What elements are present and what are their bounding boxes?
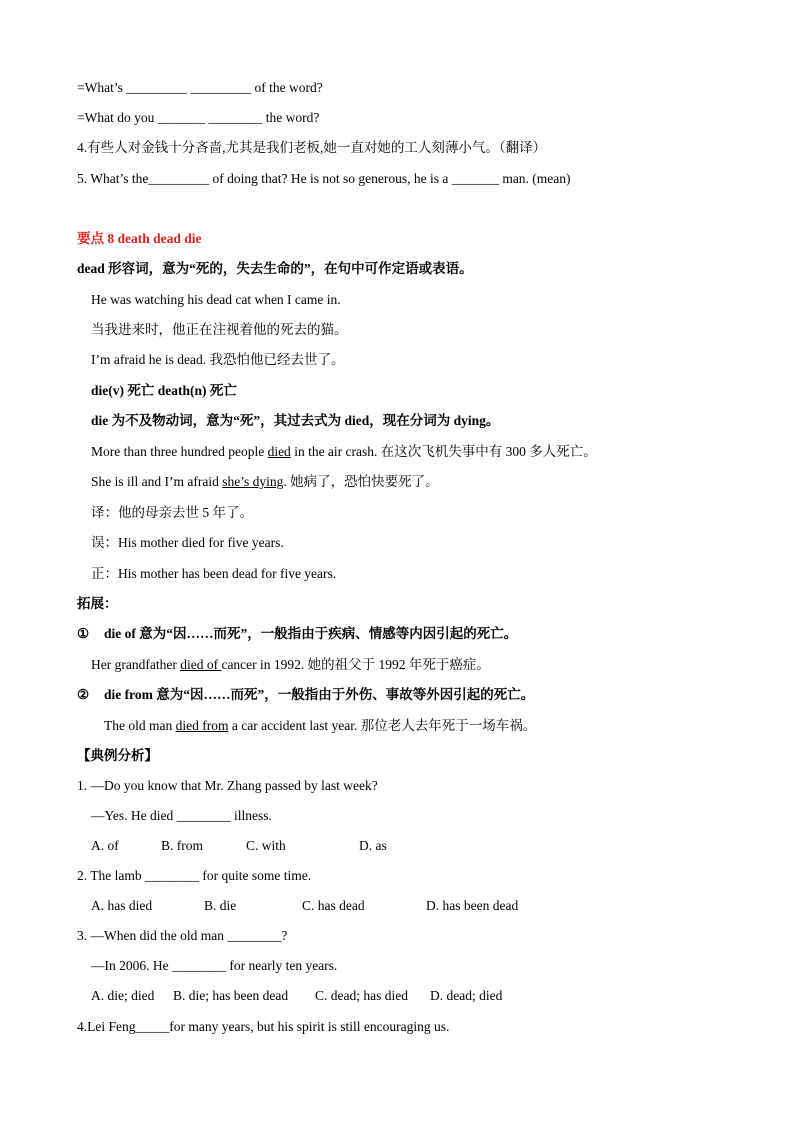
wrong-answer: 误：His mother died for five years. [91,535,284,550]
example-died-of-underlined: died of [180,657,222,672]
example-dying-text-b: . 她病了，恐怕快要死了。 [283,474,439,489]
extension-heading: 拓展： [77,596,118,611]
die-death-note: die(v) 死亡 death(n) 死亡 [91,383,237,398]
section-heading: 要点 8 death dead die [77,231,202,246]
question-1: 1. —Do you know that Mr. Zhang passed by last week? [77,778,378,793]
die-definition: die 为不及物动词，意为“死”，其过去式为 died，现在分词为 dying。 [91,413,500,428]
q2-option-c: C. has dead [302,898,365,913]
example-he-is-dead: I’m afraid he is dead. 我恐怕他已经去世了。 [91,352,345,367]
example-air-crash-text-a: More than three hundred people [91,444,268,459]
q2-option-b: B. die [204,898,237,913]
dead-definition: dead 形容词，意为“死的，失去生命的”，在句中可作定语或表语。 [77,261,473,276]
example-air-crash [91,443,597,461]
point-die-from [77,686,534,704]
question-3-answer-line: —In 2006. He ________ for nearly ten years. [91,958,338,973]
q1-option-a: A. of [91,838,119,853]
example-died-of-text-b: cancer in 1992. 她的祖父于 1992 年死于癌症。 [221,657,490,672]
q1-option-b: B. from [161,838,203,853]
question-3: 3. —When did the old man ________? [77,928,288,943]
examples-heading: 【典例分析】 [77,748,158,763]
example-air-crash-underlined: died [267,444,291,459]
q2-option-d: D. has been dead [426,898,519,913]
line-what-is-meaning: =What’s _________ _________ of the word? [77,80,323,95]
point-2-text: die from 意为“因……而死”，一般指由于外伤、事故等外因引起的死亡。 [104,687,535,702]
line-translation-task: 4.有些人对金钱十分吝啬,尤其是我们老板,她一直对她的工人刻薄小气。（翻译） [77,140,547,155]
point-1-marker: ① [77,626,90,641]
example-died-of-text-a: Her grandfather [91,657,181,672]
example-dead-cat-cn: 当我进来时，他正在注视着他的死去的猫。 [91,322,348,337]
q3-option-c: C. dead; has died [315,988,408,1003]
example-died-from [104,717,536,735]
translation-prompt: 译：他的母亲去世 5 年了。 [91,505,253,520]
question-2: 2. The lamb ________ for quite some time. [77,868,312,883]
example-dying [91,473,439,491]
point-2-marker: ② [77,687,90,702]
example-dying-underlined: she’s dying [222,474,284,489]
question-4: 4.Lei Feng_____for many years, but his spirit is still encouraging us. [77,1019,450,1034]
q3-option-b: B. die; has been dead [173,988,289,1003]
q2-option-a: A. has died [91,898,153,913]
example-died-from-text-b: a car accident last year. 那位老人去年死于一场车祸。 [228,718,537,733]
question-1-answer-line: —Yes. He died ________ illness. [91,808,272,823]
point-1-text: die of 意为“因……而死”，一般指由于疾病、情感等内因引起的死亡。 [104,626,518,641]
point-die-of [77,625,517,643]
q3-option-d: D. dead; died [430,988,503,1003]
example-died-from-underlined: died from [175,718,229,733]
q3-option-a: A. die; died [91,988,155,1003]
example-died-from-text-a: The old man [104,718,176,733]
example-dying-text-a: She is ill and I’m afraid [91,474,223,489]
example-dead-cat: He was watching his dead cat when I came in. [91,292,341,307]
q1-option-d: D. as [359,838,387,853]
example-air-crash-text-b: in the air crash. 在这次飞机失事中有 300 多人死亡。 [290,444,597,459]
right-answer: 正：His mother has been dead for five years. [91,566,337,581]
line-question-5: 5. What’s the_________ of doing that? He is not so generous, he is a _______ man. (mean) [77,171,571,186]
line-what-do-you-mean: =What do you _______ ________ the word? [77,110,320,125]
q1-option-c: C. with [246,838,286,853]
example-died-of [91,656,490,674]
